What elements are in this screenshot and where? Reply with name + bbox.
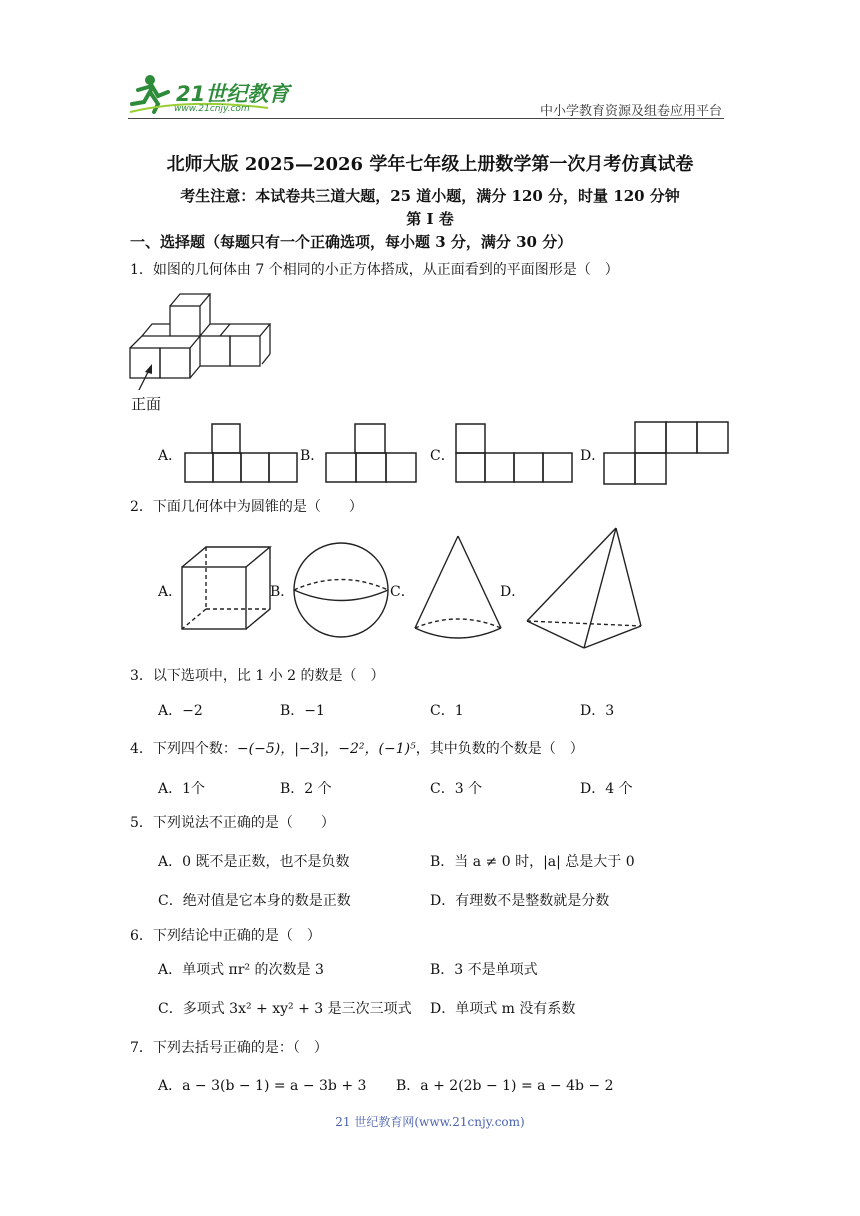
question-3-option-a[interactable]: A．−2 — [158, 703, 203, 719]
question-7-option-b[interactable]: B．a + 2(2b − 1) = a − 4b − 2 — [396, 1078, 614, 1094]
question-2-option-d-pyramid[interactable] — [524, 526, 644, 652]
question-7-option-a[interactable]: A．a − 3(b − 1) = a − 3b + 3 — [158, 1078, 367, 1094]
question-1-option-a-figure[interactable] — [184, 423, 300, 483]
question-5-option-a[interactable]: A．0 既不是正数，也不是负数 — [158, 854, 350, 870]
question-1-solid-figure — [128, 290, 278, 390]
question-4-option-a[interactable]: A．1个 — [158, 781, 206, 797]
question-1-stem: 1．如图的几何体由 7 个相同的小正方体搭成，从正面看到的平面图形是（ ） — [130, 262, 619, 278]
question-4-stem-suffix: ，其中负数的个数是（ ） — [415, 741, 584, 757]
question-3-stem: 3．以下选项中，比 1 小 2 的数是（ ） — [130, 668, 385, 684]
question-4-option-b[interactable]: B．2 个 — [280, 781, 332, 797]
section-heading: 一、选择题（每题只有一个正确选项，每小题 3 分，满分 30 分） — [130, 233, 573, 251]
question-3-option-c[interactable]: C．1 — [430, 703, 464, 719]
question-5-option-b[interactable]: B．当 a ≠ 0 时，|a| 总是大于 0 — [430, 854, 635, 870]
question-7-stem: 7．下列去括号正确的是：（ ） — [130, 1040, 328, 1056]
exam-notice: 考生注意：本试卷共三道大题，25 道小题，满分 120 分，时量 120 分钟 — [180, 187, 680, 205]
question-5-option-d[interactable]: D．有理数不是整数就是分数 — [430, 893, 610, 909]
question-5-stem: 5．下列说法不正确的是（ ） — [130, 815, 335, 831]
question-2-stem: 2．下面几何体中为圆锥的是（ ） — [130, 499, 363, 515]
question-3-option-d[interactable]: D．3 — [580, 703, 615, 719]
question-1-option-b-label[interactable]: B． — [300, 448, 325, 464]
question-1-option-b-figure[interactable] — [325, 423, 417, 483]
question-6-option-b[interactable]: B．3 不是单项式 — [430, 962, 538, 978]
question-1-option-a-label[interactable]: A． — [158, 448, 183, 464]
question-2-option-d-label[interactable]: D． — [500, 584, 526, 600]
question-2-option-a-cube[interactable] — [180, 545, 274, 631]
question-4-stem-prefix: 4．下列四个数： — [130, 741, 237, 757]
question-4-stem-math: −(−5)，|−3|，−2²，(−1)⁵ — [236, 741, 416, 757]
question-5-option-c[interactable]: C．绝对值是它本身的数是正数 — [158, 893, 351, 909]
question-2-option-b-sphere[interactable] — [292, 541, 390, 639]
page-footer[interactable]: 21 世纪教育网(www.21cnjy.com) — [335, 1115, 525, 1129]
question-3-option-b[interactable]: B．−1 — [280, 703, 325, 719]
front-label: 正面 — [131, 395, 162, 413]
logo-text: 21世纪教育 — [176, 82, 290, 106]
question-4-option-d[interactable]: D．4 个 — [580, 781, 633, 797]
question-2-option-c-cone[interactable] — [412, 534, 504, 644]
question-1-option-c-figure[interactable] — [455, 423, 573, 483]
question-6-option-d[interactable]: D．单项式 m 没有系数 — [430, 1001, 576, 1017]
page-title: 北师大版 2025—2026 学年七年级上册数学第一次月考仿真试卷 — [166, 154, 694, 175]
question-1-option-d-figure[interactable] — [603, 421, 731, 485]
header-right-text: 中小学教育资源及组卷应用平台 — [539, 104, 722, 119]
question-6-option-c[interactable]: C．多项式 3x² + xy² + 3 是三次三项式 — [158, 1001, 412, 1017]
logo-url: www.21cnjy.com — [174, 104, 250, 114]
volume-label: 第 I 卷 — [406, 210, 454, 228]
header-divider — [128, 118, 724, 119]
question-2-option-c-label[interactable]: C． — [390, 584, 415, 600]
question-2-option-b-label[interactable]: B． — [270, 584, 295, 600]
question-2-option-a-label[interactable]: A． — [158, 584, 183, 600]
question-1-option-c-label[interactable]: C． — [430, 448, 455, 464]
question-4-stem — [130, 738, 584, 758]
question-6-option-a[interactable]: A．单项式 πr² 的次数是 3 — [158, 962, 324, 978]
question-4-option-c[interactable]: C．3 个 — [430, 781, 483, 797]
logo — [128, 68, 298, 118]
question-6-stem: 6．下列结论中正确的是（ ） — [130, 928, 321, 944]
question-1-option-d-label[interactable]: D． — [580, 448, 606, 464]
